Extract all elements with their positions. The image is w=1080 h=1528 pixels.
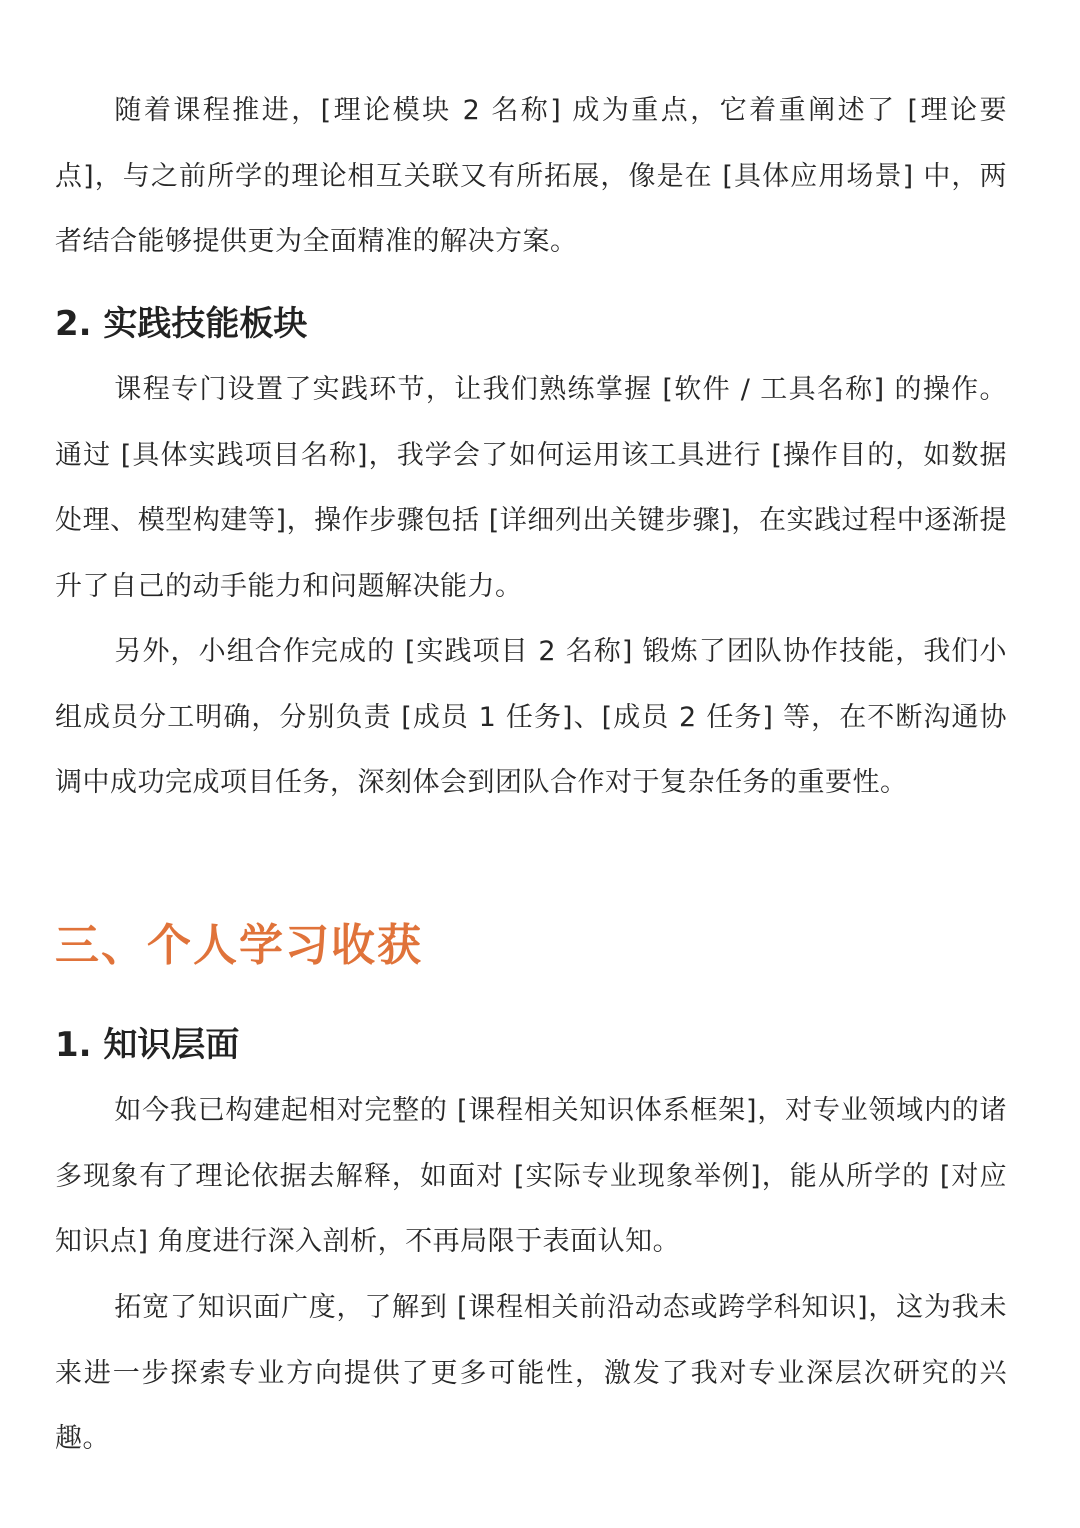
paragraph-knowledge-framework: 如今我已构建起相对完整的 [课程相关知识体系框架]，对专业领域内的诸多现象有了理论依据去解释，如面对 [实际专业现象举例]，能从所学的 [对应知识点] 角度进行深入剖析，不再局限于表面认知。: [55, 1095, 1007, 1257]
paragraph-practice-tools: 课程专门设置了实践环节，让我们熟练掌握 [软件 / 工具名称] 的操作。通过 [具体实践项目名称]，我学会了如何运用该工具进行 [操作目的，如数据处理、模型构建等]，操作步骤包括 [详细列出关键步骤]，在实践过程中逐渐提升了自己的动手能力和问题解决能力。: [55, 374, 1007, 602]
heading-practice-skills: 2. 实践技能板块: [55, 304, 308, 344]
paragraph-knowledge-breadth: 拓宽了知识面广度，了解到 [课程相关前沿动态或跨学科知识]，这为我未来进一步探索专业方向提供了更多可能性，激发了我对专业深层次研究的兴趣。: [55, 1292, 1007, 1454]
heading-knowledge-level: 1. 知识层面: [55, 1025, 240, 1065]
paragraph-theory-module-2: 随着课程推进，[理论模块 2 名称] 成为重点，它着重阐述了 [理论要点]，与之前所学的理论相互关联又有所拓展，像是在 [具体应用场景] 中，两者结合能够提供更为全面精准的解决方案。: [55, 95, 1007, 257]
paragraph-team-project: 另外，小组合作完成的 [实践项目 2 名称] 锻炼了团队协作技能，我们小组成员分工明确，分别负责 [成员 1 任务]、[成员 2 任务] 等，在不断沟通协调中成功完成项目任务，深刻体会到团队合作对于复杂任务的重要性。: [55, 636, 1007, 798]
heading-personal-gains: 三、个人学习收获: [55, 920, 423, 971]
